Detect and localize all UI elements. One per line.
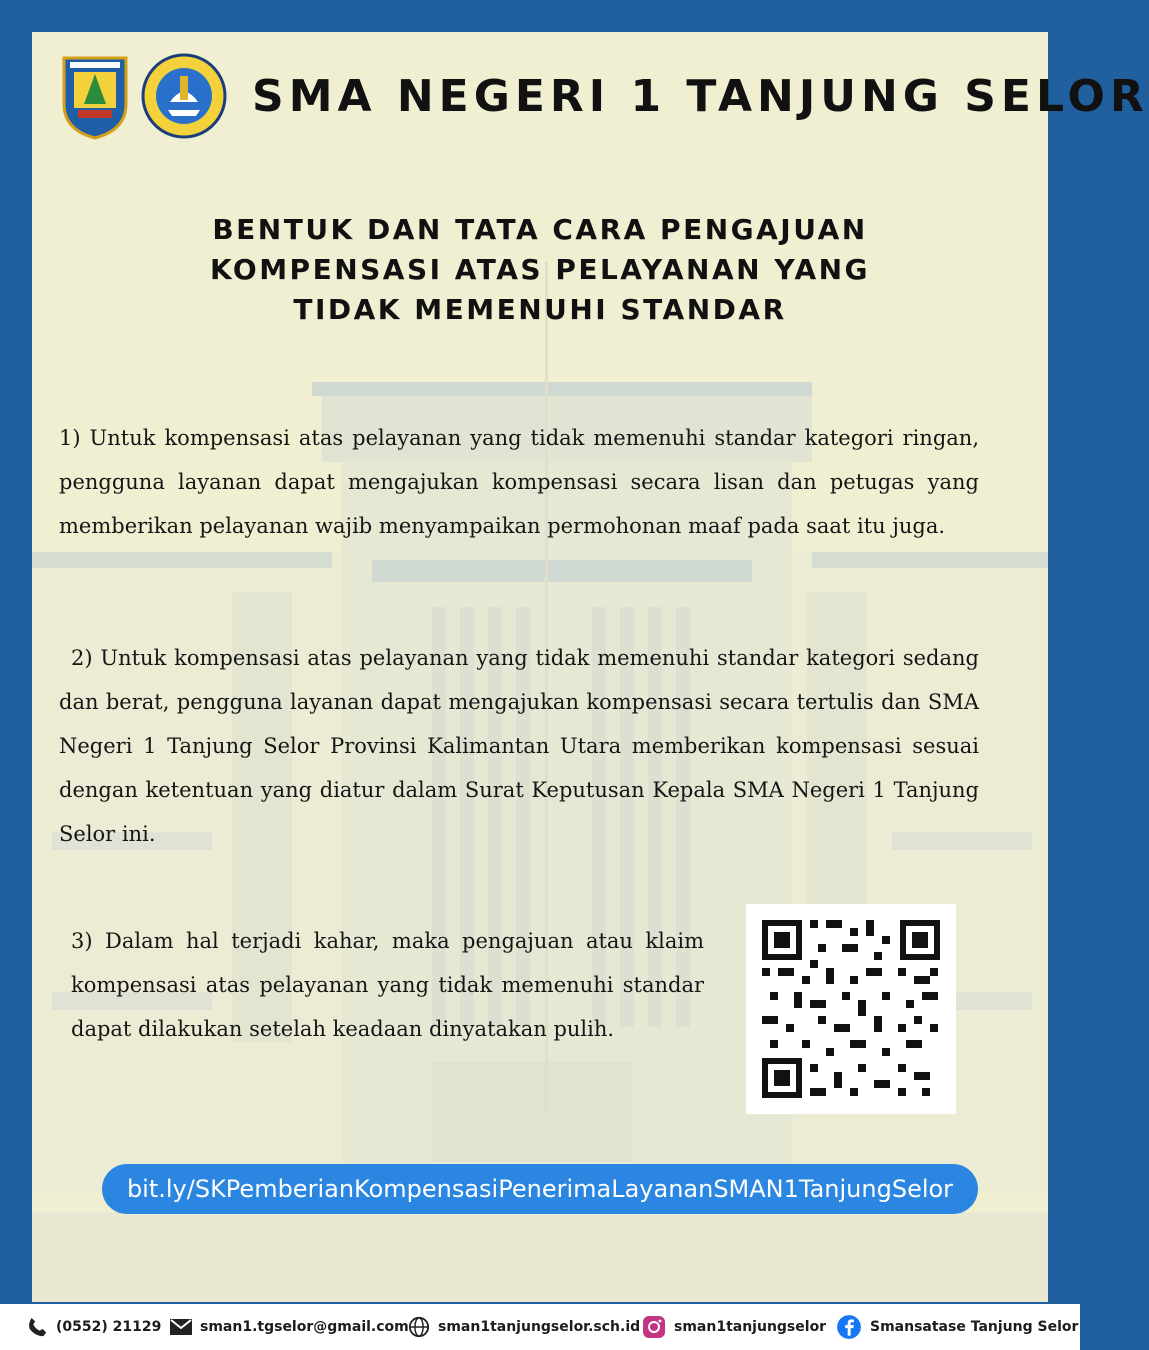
email-text: sman1.tgselor@gmail.com [200, 1319, 409, 1335]
title-line-2: KOMPENSASI ATAS PELAYANAN YANG [209, 253, 871, 286]
mail-icon [170, 1319, 192, 1335]
header [60, 46, 1149, 146]
phone-icon [26, 1316, 48, 1338]
globe-icon [408, 1316, 430, 1338]
title-line-1: BENTUK DAN TATA CARA PENGAJUAN [212, 213, 868, 246]
footer-facebook[interactable] [836, 1304, 1078, 1350]
footer-email[interactable] [170, 1304, 409, 1350]
page-title [52, 210, 1028, 330]
provincial-emblem-logo [60, 52, 130, 140]
school-name: SMA NEGERI 1 TANJUNG SELOR [252, 70, 1149, 122]
contact-footer [0, 1304, 1080, 1350]
paragraph-item-1: 1) Untuk kompensasi atas pelayanan yang tidak memenuhi standar kategori ringan, pengguna layanan dapat mengajukan kompensasi secara lisan dan petugas yang memberikan pelayanan wajib menyampaikan permohonan maaf pada saat itu juga. [59, 426, 979, 538]
footer-phone[interactable] [26, 1304, 161, 1350]
facebook-text: Smansatase Tanjung Selor [870, 1319, 1079, 1335]
title-line-3: TIDAK MEMENUHI STANDAR [293, 293, 787, 326]
instagram-icon [642, 1315, 666, 1339]
paragraph-item-2: 2) Untuk kompensasi atas pelayanan yang tidak memenuhi standar kategori sedang dan berat, pengguna layanan dapat mengajukan kompensasi secara tertulis dan SMA Negeri 1 Tanjung Selor Provinsi Kalimantan Utara memberikan kompensasi sesuai dengan ketentuan yang diatur dalam Surat Keputusan Kepala SMA Negeri 1 Tanjung Selor ini. [59, 646, 979, 846]
phone-text: (0552) 21129 [56, 1319, 162, 1335]
paragraph-item-3: 3) Dalam hal terjadi kahar, maka pengajuan atau klaim kompensasi atas pelayanan yang tidak memenuhi standar dapat dilakukan setelah keadaan dinyatakan pulih. [71, 929, 704, 1041]
poster-card [32, 32, 1149, 1302]
qr-code [746, 904, 956, 1114]
website-text: sman1tanjungselor.sch.id [438, 1319, 641, 1335]
footer-website[interactable] [408, 1304, 640, 1350]
school-emblem-logo [140, 52, 228, 140]
footer-instagram[interactable] [642, 1304, 826, 1350]
facebook-icon [836, 1314, 862, 1340]
shortlink-button[interactable]: bit.ly/SKPemberianKompensasiPenerimaLayananSMAN1TanjungSelor [102, 1164, 978, 1214]
instagram-text: sman1tanjungselor [674, 1319, 827, 1335]
